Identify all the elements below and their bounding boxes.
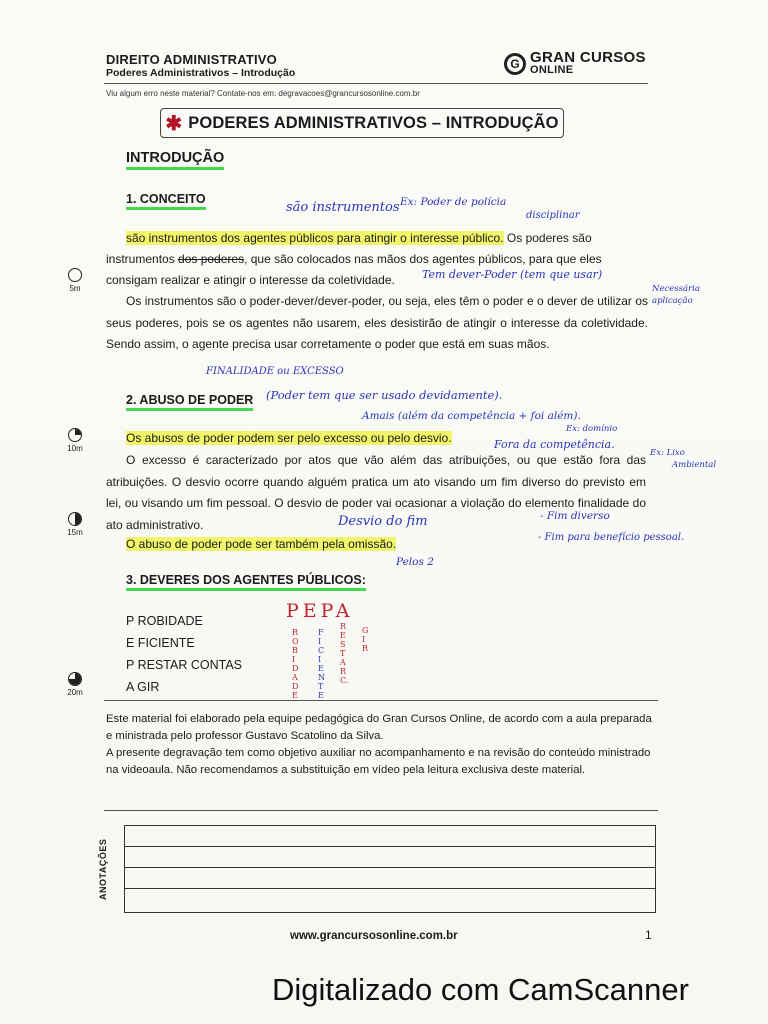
- annotations-label: ANOTAÇÕES: [98, 838, 108, 900]
- timer-5m: [63, 268, 87, 293]
- conceito-highlight: são instrumentos dos agentes públicos para atingir o interesse público.: [126, 231, 504, 245]
- intro-heading: INTRODUÇÃO: [126, 150, 224, 170]
- logo-sub: ONLINE: [530, 64, 574, 76]
- footer-text2: A presente degravação tem como objetivo auxiliar no acompanhamento e na revisão do conteúdo ministrado na videoaula. Não recomendamos a substituição em vídeo pela leitura exclusiva deste material.: [106, 747, 651, 776]
- hand-note: Ex: Lixo: [650, 448, 685, 458]
- hand-note: Ex: domínio: [566, 424, 618, 434]
- annotation-line[interactable]: [125, 847, 655, 868]
- pepa-item: A GIR: [126, 680, 160, 694]
- annotation-line[interactable]: [125, 889, 655, 910]
- camscanner-watermark: Digitalizado com CamScanner: [272, 972, 689, 1007]
- contact-line: Viu algum erro neste material? Contate-nos em: degravacoes@grancursosonline.com.br: [106, 89, 420, 98]
- abuso-paragraph: O excesso é caracterizado por atos que vão além das atribuições, ou que estão fora das atribuições. O desvio ocorre quando alguém pratica um ato visando um fim diverso do previsto em lei, ou visando um fim pessoal. O desvio de poder vai ocasionar a violação do elemento finalidade do ato administrativo.: [106, 453, 646, 532]
- section-deveres-heading: 3. DEVERES DOS AGENTES PÚBLICOS:: [126, 573, 366, 591]
- pepa-item: P RESTAR CONTAS: [126, 658, 242, 672]
- hand-pepa: PEPA: [286, 600, 354, 622]
- annotations-box[interactable]: [124, 825, 656, 913]
- annot-divider: [104, 810, 658, 811]
- conceito-line2b: , que são colocados nas mãos dos agentes públicos, para que eles: [244, 252, 602, 266]
- hand-note: Ex: Poder de polícia: [400, 196, 507, 208]
- pepa-item: P ROBIDADE: [126, 614, 203, 628]
- timer-label: 5m: [69, 284, 81, 293]
- hand-note: Necessária: [652, 284, 700, 294]
- hand-note: aplicação: [652, 296, 693, 306]
- header-subtitle: Poderes Administrativos – Introdução: [106, 67, 296, 79]
- section-abuso-heading: 2. ABUSO DE PODER: [126, 393, 253, 411]
- section-conceito-heading: 1. CONCEITO: [126, 192, 206, 210]
- logo-text: GRAN CURSOS: [530, 49, 646, 66]
- footer-text: [106, 711, 654, 779]
- star-icon: ✱: [165, 112, 183, 135]
- hand-note: Tem dever-Poder (tem que usar): [422, 268, 603, 281]
- title-banner: [160, 108, 564, 138]
- hand-note: Pelos 2: [396, 556, 434, 568]
- timer-label: 15m: [67, 528, 83, 537]
- hand-note: Ambiental: [672, 460, 717, 470]
- abuso-highlight2: O abuso de poder pode ser também pela omissão.: [126, 537, 397, 551]
- footer-site: www.grancursosonline.com.br: [290, 930, 458, 942]
- clock-icon: [68, 512, 82, 526]
- clock-icon: [68, 428, 82, 442]
- conceito-line3: consigam realizar e atingir o interesse da coletividade.: [106, 273, 395, 287]
- hand-pepa-col: FICIENTE: [318, 628, 325, 700]
- timer-10m: [63, 428, 87, 453]
- hand-pepa-col: GIR: [362, 626, 369, 653]
- hand-note: Amais (além da competência + foi além).: [362, 410, 581, 422]
- annotation-line[interactable]: [125, 868, 655, 889]
- logo-wordmark: [530, 49, 646, 76]
- hand-note: - Fim para benefício pessoal.: [538, 532, 685, 543]
- timer-label: 10m: [67, 444, 83, 453]
- hand-pepa-col: RESTAR C.: [340, 622, 349, 685]
- footer-text1: Este material foi elaborado pela equipe pedagógica do Gran Cursos Online, de acordo com a aula preparada e ministrada pelo professor Gustavo Scatolino da Silva.: [106, 713, 652, 742]
- conceito-paragraph2: Os instrumentos são o poder-dever/dever-poder, ou seja, eles têm o poder e o dever de utilizar os seus poderes, pois se os agentes não usarem, eles desistirão de atingir o interesse da coletividade. Sendo assim, o agente precisa usar corretamente o poder que está em suas mãos.: [106, 294, 648, 351]
- timer-label: 20m: [67, 688, 83, 697]
- hand-note: Fora da competência.: [494, 438, 615, 451]
- conceito-line1: [126, 228, 650, 250]
- clock-icon: [68, 672, 82, 686]
- conceito-strike: dos poderes: [178, 252, 245, 266]
- hand-note: disciplinar: [526, 210, 580, 221]
- hand-note: Desvio do fim: [338, 514, 428, 529]
- hand-note: - Fim diverso: [540, 510, 610, 522]
- page-number: 1: [645, 928, 652, 942]
- pepa-list: [126, 610, 242, 698]
- hand-note: (Poder tem que ser usado devidamente).: [266, 388, 503, 402]
- footer-divider: [104, 700, 658, 701]
- hand-note: são instrumentos: [286, 200, 400, 215]
- timer-15m: [63, 512, 87, 537]
- banner-title: PODERES ADMINISTRATIVOS – INTRODUÇÃO: [188, 113, 559, 132]
- abuso-highlight1: Os abusos de poder podem ser pelo excesso ou pelo desvio.: [126, 431, 452, 445]
- hand-pepa-col: ROBIDADE: [292, 628, 299, 700]
- header-divider: [104, 83, 648, 84]
- clock-icon: [68, 268, 82, 282]
- header-title: DIREITO ADMINISTRATIVO: [106, 52, 277, 67]
- hand-note: FINALIDADE ou EXCESSO: [206, 366, 344, 377]
- annotation-line[interactable]: [125, 826, 655, 847]
- conceito-line2a: instrumentos: [106, 252, 179, 266]
- pepa-item: E FICIENTE: [126, 636, 195, 650]
- logo-g-icon: G: [504, 53, 526, 75]
- conceito-line1-rest: Os poderes são: [503, 231, 592, 245]
- gran-cursos-logo: [504, 50, 646, 78]
- timer-20m: [63, 672, 87, 697]
